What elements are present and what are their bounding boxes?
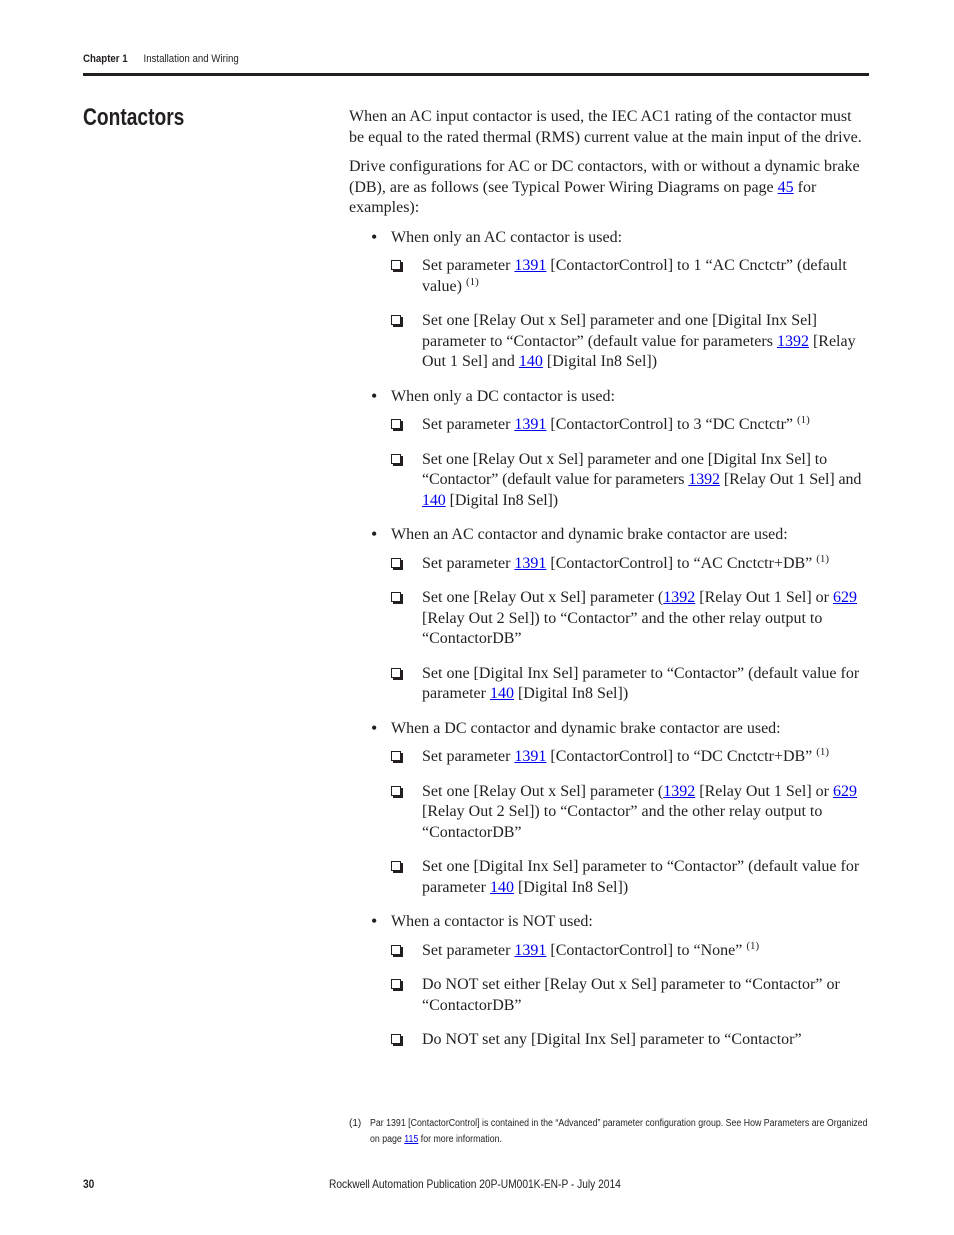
item-text: [ContactorControl] to “DC Cnctctr+DB” [546,748,817,765]
checkbox-icon [391,315,401,325]
param-140-link[interactable]: 140 [489,878,514,896]
param-1391-link[interactable]: 1391 [514,941,547,959]
item-text: Set one [Relay Out x Sel] parameter and one [Digital Inx Sel] parameter to “Contactor” (default value for parameters [422,312,817,350]
param-1391-link[interactable]: 1391 [514,748,547,765]
item-text: Set parameter [422,748,515,765]
item-text: [ContactorControl] to “AC Cnctctr+DB” [546,554,817,572]
footnote-ref: (1) [465,275,479,288]
header-rule [83,73,869,76]
publication-info: Rockwell Automation Publication 20P-UM001K-EN-P - July 2014 [329,1177,621,1191]
item-text: [Digital In8 Sel]) [542,353,658,370]
item-text: Set parameter [422,941,515,959]
checkbox-icon [391,558,401,568]
item-text: Do NOT set either [Relay Out x Sel] parameter to “Contactor” or “ContactorDB” [422,976,840,1014]
page-title: Contactors [83,104,185,131]
footnote-ref: (1) [746,939,760,952]
page-45-link[interactable]: 45 [777,178,794,196]
checklist-item [349,256,869,297]
param-1392-link[interactable]: 1392 [663,782,696,800]
item-text: [Digital In8 Sel]) [513,878,629,896]
body-content [349,107,869,1065]
checklist-item [349,450,869,512]
footnote-text-part: Par 1391 [ContactorControl] is contained in the “Advanced” parameter configuration group. See How Parameters are Organized on page [370,1118,868,1145]
bullet-text: When a DC contactor and dynamic brake contactor are used: [391,719,781,737]
checklist-item [349,554,869,575]
checkbox-icon [391,592,401,602]
checkbox-icon [391,786,401,796]
chapter-label: Chapter 1 [83,53,128,65]
param-140-link[interactable]: 140 [489,685,514,702]
checkbox-icon [391,419,401,429]
footnote-ref: (1) [816,552,830,565]
param-140-link[interactable]: 140 [518,353,543,370]
checkbox-icon [391,454,401,464]
checklist-item [349,311,869,373]
item-text: Set one [Relay Out x Sel] parameter ( [422,589,664,606]
item-text: Set one [Relay Out x Sel] parameter ( [422,782,664,800]
intro-paragraph-1: When an AC input contactor is used, the IEC AC1 rating of the contactor must be equal to the rated thermal (RMS) current value at the main input of the drive. [349,108,862,146]
checklist-item [349,975,869,1016]
param-1392-link[interactable]: 1392 [776,332,809,350]
bullet-item [349,525,869,546]
bullet-text: When only a DC contactor is used: [391,387,615,405]
bullet-icon: • [371,524,378,544]
page-number: 30 [83,1177,95,1191]
bullet-item [349,912,869,933]
footnote-text [370,1116,877,1148]
item-text: [ContactorControl] to 3 “DC Cnctctr” [546,416,798,433]
section-label: Installation and Wiring [143,53,239,65]
bullet-item [349,719,869,740]
bullet-icon: • [371,385,378,406]
item-text: [Relay Out 1 Sel] or [695,782,833,800]
item-text: [Relay Out 1 Sel] and [719,471,862,488]
page-115-link[interactable]: 115 [404,1134,419,1145]
bullet-item [349,228,869,249]
running-header [83,53,239,65]
intro-paragraph-2 [349,157,869,219]
item-text: [ContactorControl] to “None” [546,941,747,959]
checklist-item [349,941,869,962]
checklist-item [349,747,869,768]
bullet-text: When only an AC contactor is used: [391,228,623,246]
bullet-text: When an AC contactor and dynamic brake contactor are used: [391,526,788,543]
intro-text: Drive configurations for AC or DC contactors, with or without a dynamic brake (DB), are as follows (see Typical Power Wiring Diagrams on page [349,158,860,196]
checklist-item [349,857,869,898]
footnote [349,1116,874,1148]
checkbox-icon [391,751,401,761]
bullet-item [349,387,869,408]
checklist-item [349,588,869,650]
intro-text: for examples): [349,178,817,216]
checklist-item [349,664,869,705]
footnote-text-part: for more information. [418,1134,502,1145]
param-140-link[interactable]: 140 [422,491,446,509]
item-text: Set parameter [422,554,515,572]
checkbox-icon [391,861,401,871]
footnote-number: (1) [349,1118,362,1129]
footnote-ref: (1) [816,746,830,758]
checklist-item [349,415,869,436]
checkbox-icon [391,945,401,955]
checkbox-icon [391,1034,401,1044]
param-1391-link[interactable]: 1391 [514,257,547,274]
item-text: Set one [Digital Inx Sel] parameter to “Contactor” (default value for parameter [422,858,860,896]
item-text: Set parameter [422,257,515,274]
item-text: [Relay Out 1 Sel] or [695,589,833,606]
item-text: [ContactorControl] to 1 “AC Cnctctr” (default value) [422,257,847,295]
checkbox-icon [391,979,401,989]
item-text: [Relay Out 1 Sel] and [422,332,856,370]
bullet-icon: • [371,226,378,247]
param-1392-link[interactable]: 1392 [663,589,696,606]
checkbox-icon [391,260,401,270]
param-629-link[interactable]: 629 [833,782,857,800]
param-1391-link[interactable]: 1391 [514,554,547,572]
param-629-link[interactable]: 629 [833,589,857,606]
item-text: Set one [Digital Inx Sel] parameter to “Contactor” (default value for parameter [422,664,860,702]
item-text: Set parameter [422,416,515,433]
checklist-item [349,1030,869,1051]
item-text: [Relay Out 2 Sel]) to “Contactor” and the other relay output to “ContactorDB” [422,803,823,841]
param-1391-link[interactable]: 1391 [514,416,547,433]
bullet-icon: • [371,717,378,738]
param-1392-link[interactable]: 1392 [688,471,720,488]
item-text: [Relay Out 2 Sel]) to “Contactor” and the other relay output to “ContactorDB” [422,609,823,647]
bullet-text: When a contactor is NOT used: [391,913,593,930]
item-text: Set one [Relay Out x Sel] parameter and one [Digital Inx Sel] to “Contactor” (default value for parameters [422,450,828,488]
item-text: Do NOT set any [Digital Inx Sel] parameter to “Contactor” [422,1031,802,1048]
item-text: [Digital In8 Sel]) [513,685,629,702]
checklist-item [349,782,869,844]
footnote-ref: (1) [797,414,810,426]
checkbox-icon [391,668,401,678]
item-text: [Digital In8 Sel]) [445,491,558,509]
bullet-icon: • [371,911,378,931]
